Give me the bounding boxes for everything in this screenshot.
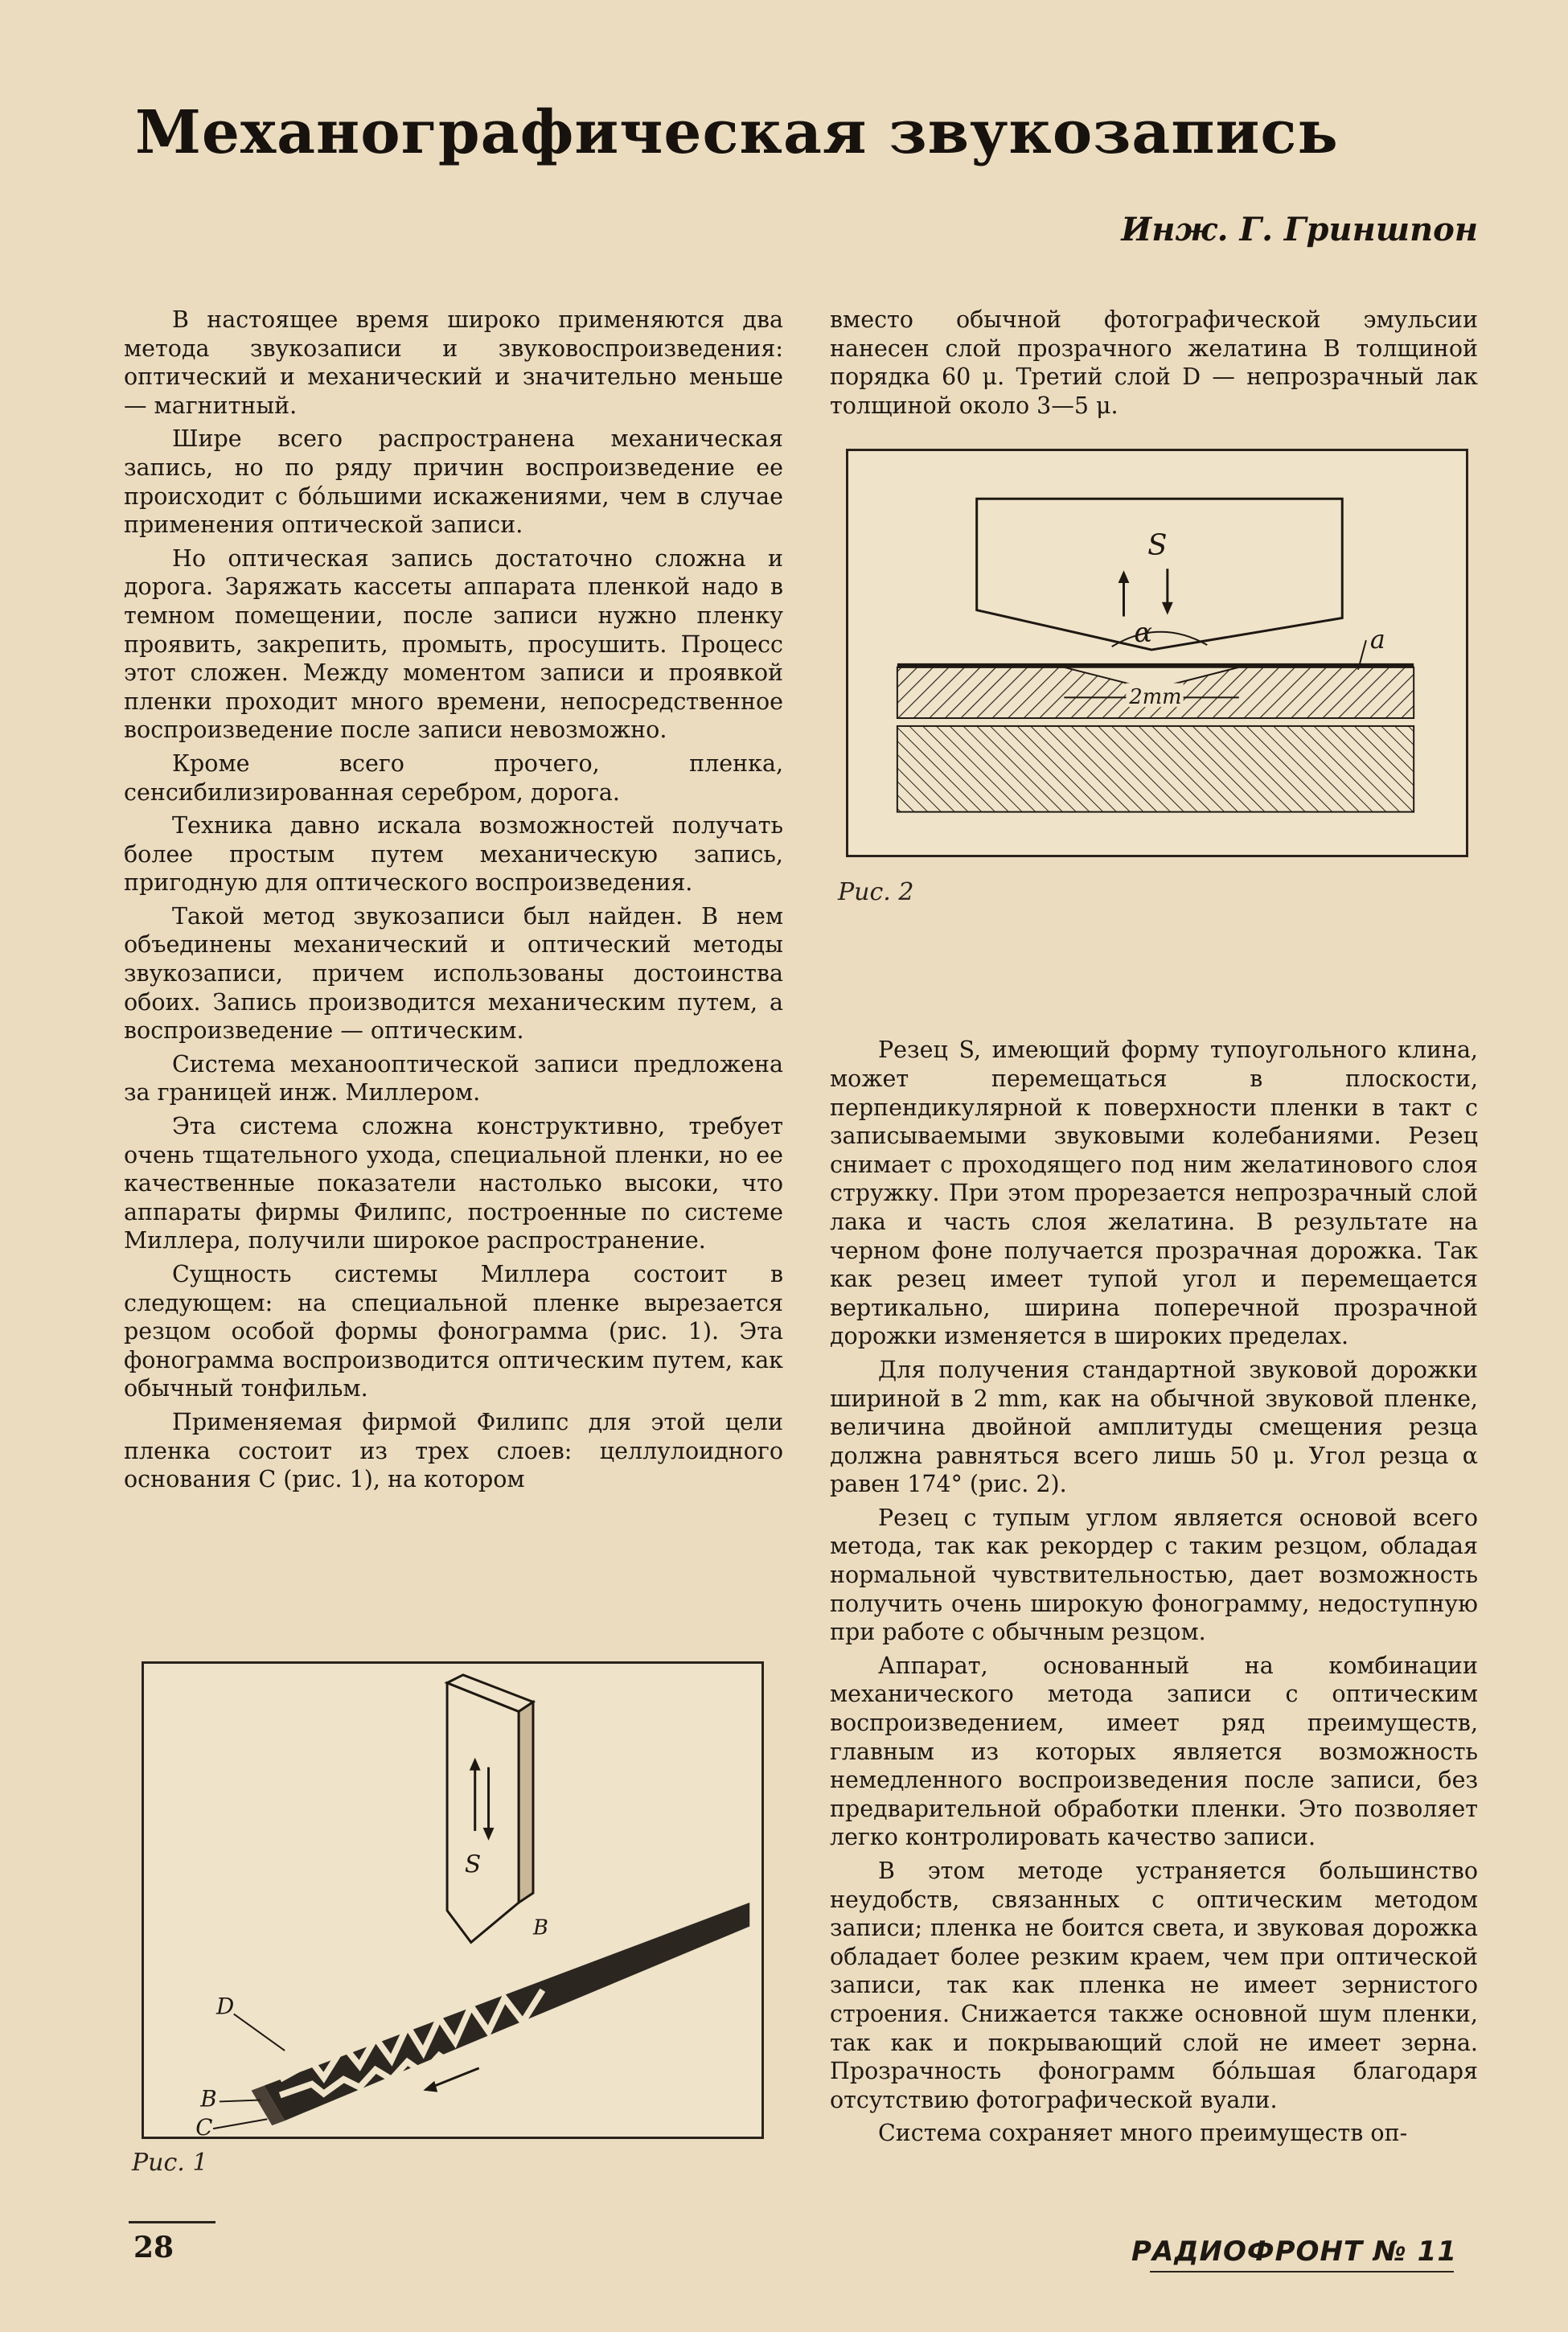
figure-1: [142, 1661, 764, 2139]
label-c-leader: [213, 2119, 267, 2129]
paragraph: Применяемая фирмой Филипс для этой цели пленка состоит из трех слоев: целлулоидного основания C (рис. 1), на котором: [124, 1408, 783, 1493]
paragraph: Такой метод звукозаписи был найден. В нем объединены механический и оптический методы звукозаписи, причем использованы достоинства обоих. Запись производится механическим путем, а воспроизведение — оптическим.: [124, 902, 783, 1045]
paragraph: Но оптическая запись достаточно сложна и дорога. Заряжать кассеты аппарата пленкой надо в темном помещении, после записи нужно пленку проявить, закрепить, промыть, просушить. Процесс этот сложен. Между моментом записи и проявкой пленки проходит много времени, непосредственное воспроизведение после записи невозможно.: [124, 544, 783, 744]
paragraph: Резец S, имеющий форму тупоугольного клина, может перемещаться в плоскости, перпендикулярной к поверхности пленки в такт с записываемыми звуковыми колебаниями. Резец снимает с проходящего под ним желатинового слоя стружку. При этом прорезается непрозрачный слой лака и часть слоя желатина. В результате на черном фоне получается прозрачная дорожка. Так как резец имеет тупой угол и перемещается вертикально, ширина поперечной прозрачной дорожки изменяется в широких пределах.: [830, 1037, 1478, 1350]
label-a: a: [1369, 626, 1385, 655]
paragraph: Система сохраняет много преимуществ оп-: [878, 2120, 1408, 2147]
base-layer: [897, 726, 1414, 812]
cutter-side: [519, 1702, 533, 1903]
article-title: Механографическая звукозапись: [135, 98, 1339, 167]
paragraph: Резец с тупым углом является основой всего метода, так как рекордер с таким резцом, обладая нормальной чувствительностью, дает возможность получить очень широкую фонограмму, недоступную при работе с обычным резцом.: [830, 1504, 1478, 1646]
paragraph: Для получения стандартной звуковой дорожки шириной в 2 mm, как на обычной звуковой пленке, величина двойной амплитуды смещения резца должна равняться всего лишь 50 μ. Угол резца α равен 174° (рис. 2).: [830, 1356, 1478, 1498]
paragraph: В настоящее время широко применяются два метода звукозаписи и звуковоспроизведения: оптический и механический и значительно меньше — магнитный.: [124, 306, 783, 419]
label-c: C: [195, 2114, 213, 2137]
figure-1-caption: Рис. 1: [132, 2149, 208, 2177]
magazine-name: РАДИОФРОНТ № 11: [1131, 2236, 1457, 2268]
movement-arrow-head: [423, 2081, 437, 2092]
cutter-cross-section-diagram: [848, 451, 1466, 855]
label-width: 2mm: [1129, 685, 1182, 710]
footer-rule-left: [129, 2221, 215, 2223]
label-cutter-b: B: [532, 1915, 548, 1940]
label-b: B: [200, 2085, 217, 2112]
cutter-body: [447, 1683, 519, 1943]
paragraph: Техника давно искала возможностей получать более простым путем механическую запись, пригодную для оптического воспроизведения.: [124, 812, 783, 897]
figure-2-caption: Рис. 2: [838, 878, 914, 906]
article-author: Инж. Г. Гриншпон: [1121, 211, 1478, 248]
label-alpha: α: [1134, 617, 1153, 649]
movement-arrow: [431, 2068, 478, 2088]
paragraph: вместо обычной фотографической эмульсии нанесен слой прозрачного желатина B толщиной порядка 60 μ. Третий слой D — непрозрачный лак толщиной около 3—5 μ.: [830, 306, 1478, 419]
label-d-leader: [234, 2014, 285, 2051]
paragraph: Кроме всего прочего, пленка, сенсибилизированная серебром, дорога.: [124, 749, 783, 806]
left-column: [124, 306, 783, 1499]
film-cutter-perspective-diagram: [144, 1664, 761, 2137]
label-s: S: [1147, 528, 1168, 562]
paragraph: В этом методе устраняется большинство неудобств, связанных с оптическим методом записи; пленка не боится света, и звуковая дорожка обладает более резким краем, чем при оптической записи, так как пленка не имеет зернистого строения. Снижается также основной шум пленки, так как и покрывающий слой не имеет зерна. Прозрачность фонограмм бóльшая благодаря отсутствию фотографической вуали.: [830, 1858, 1478, 2113]
paragraph: Система механооптической записи предложена за границей инж. Миллером.: [124, 1050, 783, 1106]
cutter-outline: [977, 499, 1343, 650]
figure-2: [846, 449, 1468, 857]
page-number: 28: [133, 2231, 174, 2264]
paragraph: Шире всего распространена механическая запись, но по ряду причин воспроизведение ее происходит с бóльшими искажениями, чем в случае применения оптической записи.: [124, 425, 783, 539]
arrow-up-head: [1119, 570, 1130, 583]
label-b-leader: [220, 2100, 261, 2101]
footer-rule-right: [1150, 2271, 1454, 2272]
label-d: D: [216, 1993, 235, 2020]
paragraph: Эта система сложна конструктивно, требует очень тщательного ухода, специальной пленки, но ее качественные показатели настолько высоки, что аппараты фирмы Филипс, построенные по системе Миллера, получили широкое распространение.: [124, 1113, 783, 1254]
paragraph: Сущность системы Миллера состоит в следующем: на специальной пленке вырезается резцом особой формы фонограмма (рис. 1). Эта фонограмма воспроизводится оптическим путем, как обычный тонфильм.: [124, 1261, 783, 1402]
arrow-down-head: [1162, 602, 1173, 615]
paragraph: Аппарат, основанный на комбинации механического метода записи с оптическим воспроизведением, имеет ряд преимуществ, главным из которых является возможность немедленного воспроизведения после записи, без предварительной обработки пленки. Это позволяет легко контролировать качество записи.: [830, 1652, 1478, 1851]
label-cutter-s: S: [464, 1850, 482, 1879]
